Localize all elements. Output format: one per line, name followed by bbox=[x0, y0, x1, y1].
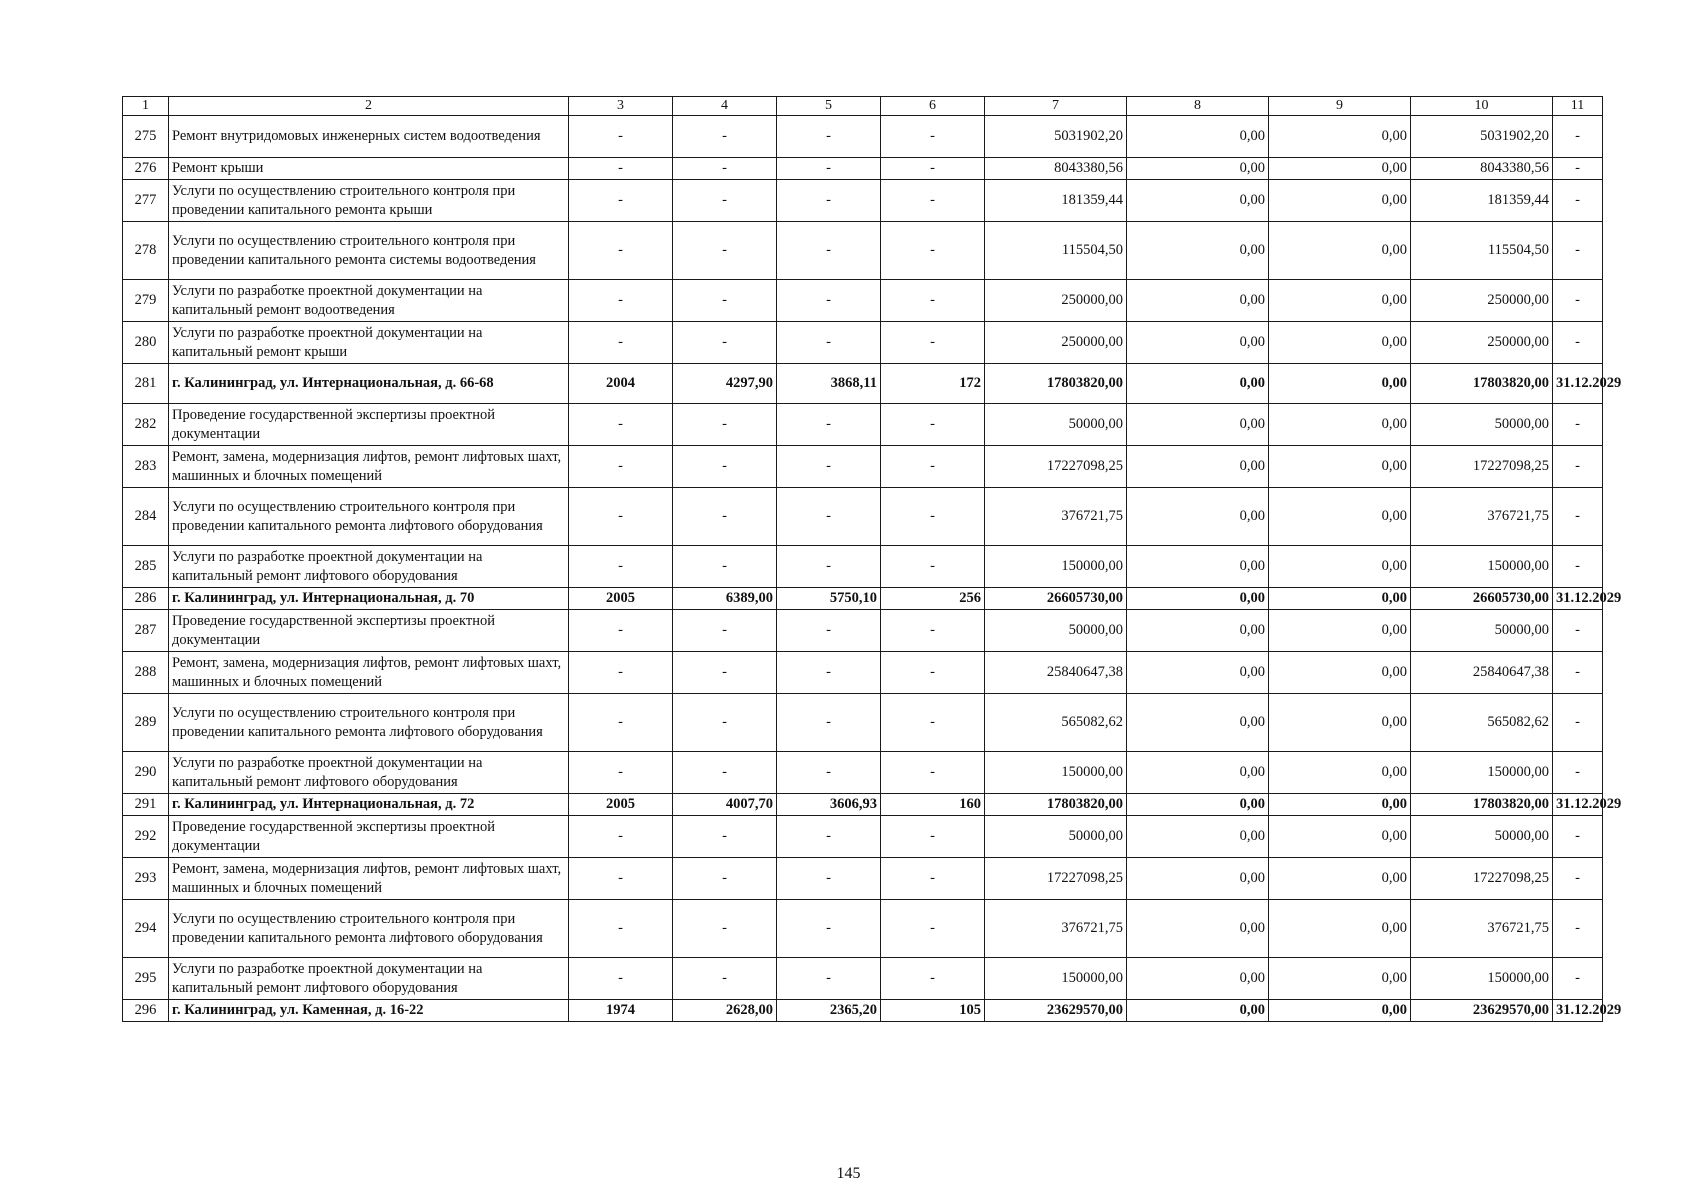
col10-cell: 150000,00 bbox=[1411, 752, 1553, 794]
col4-cell: 4297,90 bbox=[673, 364, 777, 404]
col8-cell: 0,00 bbox=[1127, 546, 1269, 588]
col6-cell: - bbox=[881, 280, 985, 322]
col9-cell: 0,00 bbox=[1269, 900, 1411, 958]
col5-cell: - bbox=[777, 752, 881, 794]
column-header-3: 3 bbox=[569, 97, 673, 116]
col4-cell: 4007,70 bbox=[673, 794, 777, 816]
col3-cell: - bbox=[569, 694, 673, 752]
col11-cell: 31.12.2029 bbox=[1553, 588, 1603, 610]
col10-cell: 250000,00 bbox=[1411, 280, 1553, 322]
row-number: 287 bbox=[123, 610, 169, 652]
row-name: г. Калининград, ул. Интернациональная, д. 66-68 bbox=[169, 364, 569, 404]
col7-cell: 25840647,38 bbox=[985, 652, 1127, 694]
col7-cell: 17803820,00 bbox=[985, 794, 1127, 816]
col4-cell: 6389,00 bbox=[673, 588, 777, 610]
col7-cell: 17227098,25 bbox=[985, 858, 1127, 900]
col9-cell: 0,00 bbox=[1269, 446, 1411, 488]
col8-cell: 0,00 bbox=[1127, 446, 1269, 488]
col4-cell: - bbox=[673, 900, 777, 958]
col11-cell: - bbox=[1553, 280, 1603, 322]
col11-cell: - bbox=[1553, 446, 1603, 488]
row-number: 289 bbox=[123, 694, 169, 752]
row-name: Проведение государственной экспертизы проектной документации bbox=[169, 610, 569, 652]
col11-cell: - bbox=[1553, 546, 1603, 588]
work-item-row bbox=[123, 116, 1603, 158]
col11-cell: - bbox=[1553, 694, 1603, 752]
col8-cell: 0,00 bbox=[1127, 900, 1269, 958]
col11-cell: - bbox=[1553, 900, 1603, 958]
row-number: 284 bbox=[123, 488, 169, 546]
column-number-header-row bbox=[123, 97, 1603, 116]
col7-cell: 150000,00 bbox=[985, 958, 1127, 1000]
col8-cell: 0,00 bbox=[1127, 958, 1269, 1000]
col10-cell: 50000,00 bbox=[1411, 404, 1553, 446]
col8-cell: 0,00 bbox=[1127, 858, 1269, 900]
col3-cell: - bbox=[569, 816, 673, 858]
register-sheet bbox=[122, 96, 1622, 1022]
col6-cell: 160 bbox=[881, 794, 985, 816]
col7-cell: 17803820,00 bbox=[985, 364, 1127, 404]
row-number: 288 bbox=[123, 652, 169, 694]
col4-cell: - bbox=[673, 322, 777, 364]
col3-cell: 2005 bbox=[569, 794, 673, 816]
col9-cell: 0,00 bbox=[1269, 588, 1411, 610]
col5-cell: - bbox=[777, 694, 881, 752]
col5-cell: - bbox=[777, 900, 881, 958]
col6-cell: - bbox=[881, 222, 985, 280]
col4-cell: - bbox=[673, 858, 777, 900]
col11-cell: - bbox=[1553, 180, 1603, 222]
work-item-row bbox=[123, 488, 1603, 546]
col4-cell: - bbox=[673, 752, 777, 794]
col3-cell: - bbox=[569, 222, 673, 280]
col3-cell: - bbox=[569, 858, 673, 900]
col6-cell: - bbox=[881, 404, 985, 446]
col6-cell: - bbox=[881, 900, 985, 958]
col10-cell: 50000,00 bbox=[1411, 610, 1553, 652]
col11-cell: 31.12.2029 bbox=[1553, 794, 1603, 816]
row-number: 293 bbox=[123, 858, 169, 900]
row-name: г. Калининград, ул. Каменная, д. 16-22 bbox=[169, 1000, 569, 1022]
work-item-row bbox=[123, 694, 1603, 752]
column-header-1: 1 bbox=[123, 97, 169, 116]
row-number: 276 bbox=[123, 158, 169, 180]
col6-cell: - bbox=[881, 816, 985, 858]
col9-cell: 0,00 bbox=[1269, 752, 1411, 794]
work-item-row bbox=[123, 752, 1603, 794]
row-name: Ремонт внутридомовых инженерных систем водоотведения bbox=[169, 116, 569, 158]
col6-cell: - bbox=[881, 446, 985, 488]
col9-cell: 0,00 bbox=[1269, 488, 1411, 546]
col10-cell: 115504,50 bbox=[1411, 222, 1553, 280]
col3-cell: - bbox=[569, 116, 673, 158]
row-name: Ремонт, замена, модернизация лифтов, ремонт лифтовых шахт, машинных и блочных помещений bbox=[169, 858, 569, 900]
col4-cell: - bbox=[673, 116, 777, 158]
row-name: Услуги по разработке проектной документации на капитальный ремонт лифтового оборудования bbox=[169, 958, 569, 1000]
col7-cell: 115504,50 bbox=[985, 222, 1127, 280]
row-name: Проведение государственной экспертизы проектной документации bbox=[169, 404, 569, 446]
col7-cell: 17227098,25 bbox=[985, 446, 1127, 488]
col3-cell: - bbox=[569, 322, 673, 364]
col6-cell: - bbox=[881, 752, 985, 794]
col5-cell: - bbox=[777, 446, 881, 488]
col7-cell: 565082,62 bbox=[985, 694, 1127, 752]
row-name: Услуги по разработке проектной документации на капитальный ремонт водоотведения bbox=[169, 280, 569, 322]
col8-cell: 0,00 bbox=[1127, 610, 1269, 652]
col5-cell: - bbox=[777, 858, 881, 900]
col4-cell: - bbox=[673, 488, 777, 546]
col11-cell: - bbox=[1553, 858, 1603, 900]
col3-cell: - bbox=[569, 446, 673, 488]
column-header-8: 8 bbox=[1127, 97, 1269, 116]
table-body bbox=[123, 97, 1622, 1022]
row-name: г. Калининград, ул. Интернациональная, д. 72 bbox=[169, 794, 569, 816]
col10-cell: 5031902,20 bbox=[1411, 116, 1553, 158]
col8-cell: 0,00 bbox=[1127, 404, 1269, 446]
col5-cell: - bbox=[777, 280, 881, 322]
col4-cell: - bbox=[673, 652, 777, 694]
col6-cell: - bbox=[881, 158, 985, 180]
col11-cell: - bbox=[1553, 404, 1603, 446]
work-item-row bbox=[123, 546, 1603, 588]
col6-cell: - bbox=[881, 546, 985, 588]
work-item-row bbox=[123, 652, 1603, 694]
row-name: Проведение государственной экспертизы проектной документации bbox=[169, 816, 569, 858]
col6-cell: - bbox=[881, 488, 985, 546]
col4-cell: - bbox=[673, 610, 777, 652]
col3-cell: - bbox=[569, 652, 673, 694]
col11-cell: - bbox=[1553, 610, 1603, 652]
col9-cell: 0,00 bbox=[1269, 816, 1411, 858]
col9-cell: 0,00 bbox=[1269, 610, 1411, 652]
col10-cell: 8043380,56 bbox=[1411, 158, 1553, 180]
col8-cell: 0,00 bbox=[1127, 322, 1269, 364]
col9-cell: 0,00 bbox=[1269, 280, 1411, 322]
col9-cell: 0,00 bbox=[1269, 364, 1411, 404]
col4-cell: - bbox=[673, 180, 777, 222]
col4-cell: - bbox=[673, 222, 777, 280]
row-name: Услуги по осуществлению строительного контроля при проведении капитального ремонта крыши bbox=[169, 180, 569, 222]
col10-cell: 23629570,00 bbox=[1411, 1000, 1553, 1022]
col5-cell: - bbox=[777, 222, 881, 280]
work-item-row bbox=[123, 322, 1603, 364]
row-number: 278 bbox=[123, 222, 169, 280]
col4-cell: - bbox=[673, 446, 777, 488]
col4-cell: - bbox=[673, 158, 777, 180]
work-item-row bbox=[123, 180, 1603, 222]
row-number: 279 bbox=[123, 280, 169, 322]
col10-cell: 17227098,25 bbox=[1411, 446, 1553, 488]
row-number: 295 bbox=[123, 958, 169, 1000]
col6-cell: - bbox=[881, 116, 985, 158]
col3-cell: - bbox=[569, 900, 673, 958]
col3-cell: - bbox=[569, 280, 673, 322]
col5-cell: - bbox=[777, 652, 881, 694]
col9-cell: 0,00 bbox=[1269, 546, 1411, 588]
col11-cell: 31.12.2029 bbox=[1553, 1000, 1603, 1022]
row-number: 275 bbox=[123, 116, 169, 158]
col8-cell: 0,00 bbox=[1127, 588, 1269, 610]
row-number: 296 bbox=[123, 1000, 169, 1022]
row-number: 285 bbox=[123, 546, 169, 588]
address-row bbox=[123, 794, 1603, 816]
col7-cell: 50000,00 bbox=[985, 404, 1127, 446]
col3-cell: - bbox=[569, 958, 673, 1000]
col4-cell: - bbox=[673, 816, 777, 858]
col5-cell: - bbox=[777, 488, 881, 546]
col9-cell: 0,00 bbox=[1269, 116, 1411, 158]
col8-cell: 0,00 bbox=[1127, 652, 1269, 694]
row-number: 282 bbox=[123, 404, 169, 446]
col8-cell: 0,00 bbox=[1127, 180, 1269, 222]
col8-cell: 0,00 bbox=[1127, 364, 1269, 404]
col10-cell: 50000,00 bbox=[1411, 816, 1553, 858]
col6-cell: - bbox=[881, 610, 985, 652]
col7-cell: 26605730,00 bbox=[985, 588, 1127, 610]
row-number: 291 bbox=[123, 794, 169, 816]
col9-cell: 0,00 bbox=[1269, 958, 1411, 1000]
col9-cell: 0,00 bbox=[1269, 322, 1411, 364]
col5-cell: - bbox=[777, 546, 881, 588]
column-header-2: 2 bbox=[169, 97, 569, 116]
work-item-row bbox=[123, 404, 1603, 446]
row-number: 286 bbox=[123, 588, 169, 610]
col9-cell: 0,00 bbox=[1269, 404, 1411, 446]
row-name: Услуги по разработке проектной документации на капитальный ремонт лифтового оборудования bbox=[169, 752, 569, 794]
col4-cell: 2628,00 bbox=[673, 1000, 777, 1022]
col3-cell: - bbox=[569, 404, 673, 446]
col11-cell: - bbox=[1553, 652, 1603, 694]
col11-cell: 31.12.2029 bbox=[1553, 364, 1603, 404]
column-header-6: 6 bbox=[881, 97, 985, 116]
column-header-7: 7 bbox=[985, 97, 1127, 116]
col7-cell: 150000,00 bbox=[985, 752, 1127, 794]
col9-cell: 0,00 bbox=[1269, 1000, 1411, 1022]
row-name: г. Калининград, ул. Интернациональная, д. 70 bbox=[169, 588, 569, 610]
col8-cell: 0,00 bbox=[1127, 816, 1269, 858]
col10-cell: 17803820,00 bbox=[1411, 794, 1553, 816]
col5-cell: - bbox=[777, 116, 881, 158]
col9-cell: 0,00 bbox=[1269, 858, 1411, 900]
col8-cell: 0,00 bbox=[1127, 222, 1269, 280]
col3-cell: 2004 bbox=[569, 364, 673, 404]
col3-cell: - bbox=[569, 546, 673, 588]
col10-cell: 26605730,00 bbox=[1411, 588, 1553, 610]
row-name: Услуги по осуществлению строительного контроля при проведении капитального ремонта системы водоотведения bbox=[169, 222, 569, 280]
row-name: Услуги по разработке проектной документации на капитальный ремонт лифтового оборудования bbox=[169, 546, 569, 588]
col11-cell: - bbox=[1553, 752, 1603, 794]
col4-cell: - bbox=[673, 404, 777, 446]
col8-cell: 0,00 bbox=[1127, 794, 1269, 816]
col6-cell: 172 bbox=[881, 364, 985, 404]
address-row bbox=[123, 1000, 1603, 1022]
col7-cell: 150000,00 bbox=[985, 546, 1127, 588]
row-number: 283 bbox=[123, 446, 169, 488]
row-name: Ремонт, замена, модернизация лифтов, ремонт лифтовых шахт, машинных и блочных помещений bbox=[169, 446, 569, 488]
col5-cell: 3606,93 bbox=[777, 794, 881, 816]
col3-cell: 1974 bbox=[569, 1000, 673, 1022]
row-number: 277 bbox=[123, 180, 169, 222]
col8-cell: 0,00 bbox=[1127, 158, 1269, 180]
column-header-11: 11 bbox=[1553, 97, 1603, 116]
col9-cell: 0,00 bbox=[1269, 652, 1411, 694]
column-header-10: 10 bbox=[1411, 97, 1553, 116]
col7-cell: 5031902,20 bbox=[985, 116, 1127, 158]
col6-cell: - bbox=[881, 652, 985, 694]
col8-cell: 0,00 bbox=[1127, 280, 1269, 322]
work-item-row bbox=[123, 222, 1603, 280]
col8-cell: 0,00 bbox=[1127, 488, 1269, 546]
col4-cell: - bbox=[673, 546, 777, 588]
col8-cell: 0,00 bbox=[1127, 1000, 1269, 1022]
row-number: 281 bbox=[123, 364, 169, 404]
col7-cell: 250000,00 bbox=[985, 280, 1127, 322]
column-header-9: 9 bbox=[1269, 97, 1411, 116]
row-number: 292 bbox=[123, 816, 169, 858]
column-header-5: 5 bbox=[777, 97, 881, 116]
work-item-row bbox=[123, 858, 1603, 900]
repair-register-table bbox=[122, 96, 1622, 1022]
row-name: Услуги по разработке проектной документации на капитальный ремонт крыши bbox=[169, 322, 569, 364]
col6-cell: - bbox=[881, 858, 985, 900]
col7-cell: 250000,00 bbox=[985, 322, 1127, 364]
col5-cell: - bbox=[777, 322, 881, 364]
address-row bbox=[123, 588, 1603, 610]
col3-cell: - bbox=[569, 610, 673, 652]
col11-cell: - bbox=[1553, 158, 1603, 180]
col3-cell: - bbox=[569, 488, 673, 546]
col7-cell: 376721,75 bbox=[985, 900, 1127, 958]
col10-cell: 150000,00 bbox=[1411, 546, 1553, 588]
work-item-row bbox=[123, 158, 1603, 180]
row-name: Ремонт крыши bbox=[169, 158, 569, 180]
col10-cell: 150000,00 bbox=[1411, 958, 1553, 1000]
address-row bbox=[123, 364, 1603, 404]
col11-cell: - bbox=[1553, 222, 1603, 280]
col11-cell: - bbox=[1553, 322, 1603, 364]
col11-cell: - bbox=[1553, 816, 1603, 858]
col9-cell: 0,00 bbox=[1269, 180, 1411, 222]
col5-cell: 2365,20 bbox=[777, 1000, 881, 1022]
col9-cell: 0,00 bbox=[1269, 794, 1411, 816]
work-item-row bbox=[123, 958, 1603, 1000]
col4-cell: - bbox=[673, 958, 777, 1000]
col6-cell: 105 bbox=[881, 1000, 985, 1022]
column-header-4: 4 bbox=[673, 97, 777, 116]
col11-cell: - bbox=[1553, 958, 1603, 1000]
col7-cell: 23629570,00 bbox=[985, 1000, 1127, 1022]
col7-cell: 50000,00 bbox=[985, 816, 1127, 858]
col3-cell: - bbox=[569, 180, 673, 222]
col8-cell: 0,00 bbox=[1127, 752, 1269, 794]
row-number: 294 bbox=[123, 900, 169, 958]
col11-cell: - bbox=[1553, 116, 1603, 158]
row-number: 290 bbox=[123, 752, 169, 794]
col3-cell: - bbox=[569, 752, 673, 794]
col10-cell: 181359,44 bbox=[1411, 180, 1553, 222]
col7-cell: 181359,44 bbox=[985, 180, 1127, 222]
row-name: Услуги по осуществлению строительного контроля при проведении капитального ремонта лифтового оборудования bbox=[169, 488, 569, 546]
col10-cell: 17227098,25 bbox=[1411, 858, 1553, 900]
col10-cell: 376721,75 bbox=[1411, 488, 1553, 546]
col5-cell: - bbox=[777, 180, 881, 222]
col5-cell: 3868,11 bbox=[777, 364, 881, 404]
col5-cell: - bbox=[777, 158, 881, 180]
col8-cell: 0,00 bbox=[1127, 694, 1269, 752]
col3-cell: 2005 bbox=[569, 588, 673, 610]
col10-cell: 565082,62 bbox=[1411, 694, 1553, 752]
col5-cell: - bbox=[777, 610, 881, 652]
col8-cell: 0,00 bbox=[1127, 116, 1269, 158]
col3-cell: - bbox=[569, 158, 673, 180]
col5-cell: - bbox=[777, 816, 881, 858]
col7-cell: 8043380,56 bbox=[985, 158, 1127, 180]
col10-cell: 17803820,00 bbox=[1411, 364, 1553, 404]
col10-cell: 25840647,38 bbox=[1411, 652, 1553, 694]
col6-cell: - bbox=[881, 180, 985, 222]
row-name: Ремонт, замена, модернизация лифтов, ремонт лифтовых шахт, машинных и блочных помещений bbox=[169, 652, 569, 694]
col6-cell: - bbox=[881, 958, 985, 1000]
col9-cell: 0,00 bbox=[1269, 222, 1411, 280]
work-item-row bbox=[123, 900, 1603, 958]
col9-cell: 0,00 bbox=[1269, 158, 1411, 180]
col10-cell: 250000,00 bbox=[1411, 322, 1553, 364]
row-name: Услуги по осуществлению строительного контроля при проведении капитального ремонта лифтового оборудования bbox=[169, 900, 569, 958]
col4-cell: - bbox=[673, 694, 777, 752]
row-number: 280 bbox=[123, 322, 169, 364]
col7-cell: 376721,75 bbox=[985, 488, 1127, 546]
col5-cell: - bbox=[777, 404, 881, 446]
work-item-row bbox=[123, 446, 1603, 488]
work-item-row bbox=[123, 816, 1603, 858]
col4-cell: - bbox=[673, 280, 777, 322]
col7-cell: 50000,00 bbox=[985, 610, 1127, 652]
col6-cell: - bbox=[881, 322, 985, 364]
col6-cell: - bbox=[881, 694, 985, 752]
row-name: Услуги по осуществлению строительного контроля при проведении капитального ремонта лифтового оборудования bbox=[169, 694, 569, 752]
col5-cell: 5750,10 bbox=[777, 588, 881, 610]
col5-cell: - bbox=[777, 958, 881, 1000]
col9-cell: 0,00 bbox=[1269, 694, 1411, 752]
col11-cell: - bbox=[1553, 488, 1603, 546]
work-item-row bbox=[123, 610, 1603, 652]
col10-cell: 376721,75 bbox=[1411, 900, 1553, 958]
page-number: 145 bbox=[836, 1165, 861, 1182]
col6-cell: 256 bbox=[881, 588, 985, 610]
work-item-row bbox=[123, 280, 1603, 322]
